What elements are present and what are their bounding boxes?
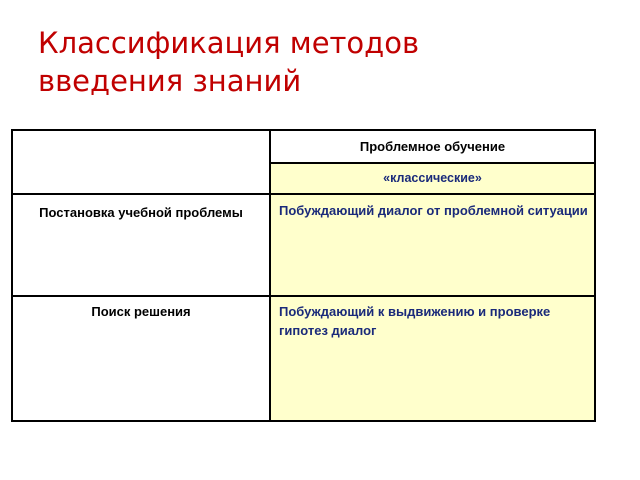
header-divider: [271, 162, 594, 164]
row-method-problem-statement: Побуждающий диалог от проблемной ситуации: [271, 195, 594, 295]
table-header-main: Проблемное обучение: [359, 139, 506, 154]
table-header-sub: «классические»: [271, 164, 594, 193]
table-corner-cell: [13, 131, 269, 193]
row-method-solution-search: Побуждающий к выдвижению и проверке гипотез диалог: [271, 297, 594, 420]
header-bottom-divider: [13, 193, 594, 195]
classification-table: [11, 129, 596, 422]
slide-title-line-2: введения знаний: [38, 64, 302, 98]
slide-title-line-1: Классификация методов: [38, 26, 420, 60]
slide-title: [38, 24, 618, 100]
row-label-solution-search: Поиск решения: [91, 304, 191, 319]
row-divider: [13, 295, 594, 297]
column-divider: [269, 131, 271, 420]
row-label-problem-statement: Постановка учебной проблемы: [39, 205, 243, 220]
